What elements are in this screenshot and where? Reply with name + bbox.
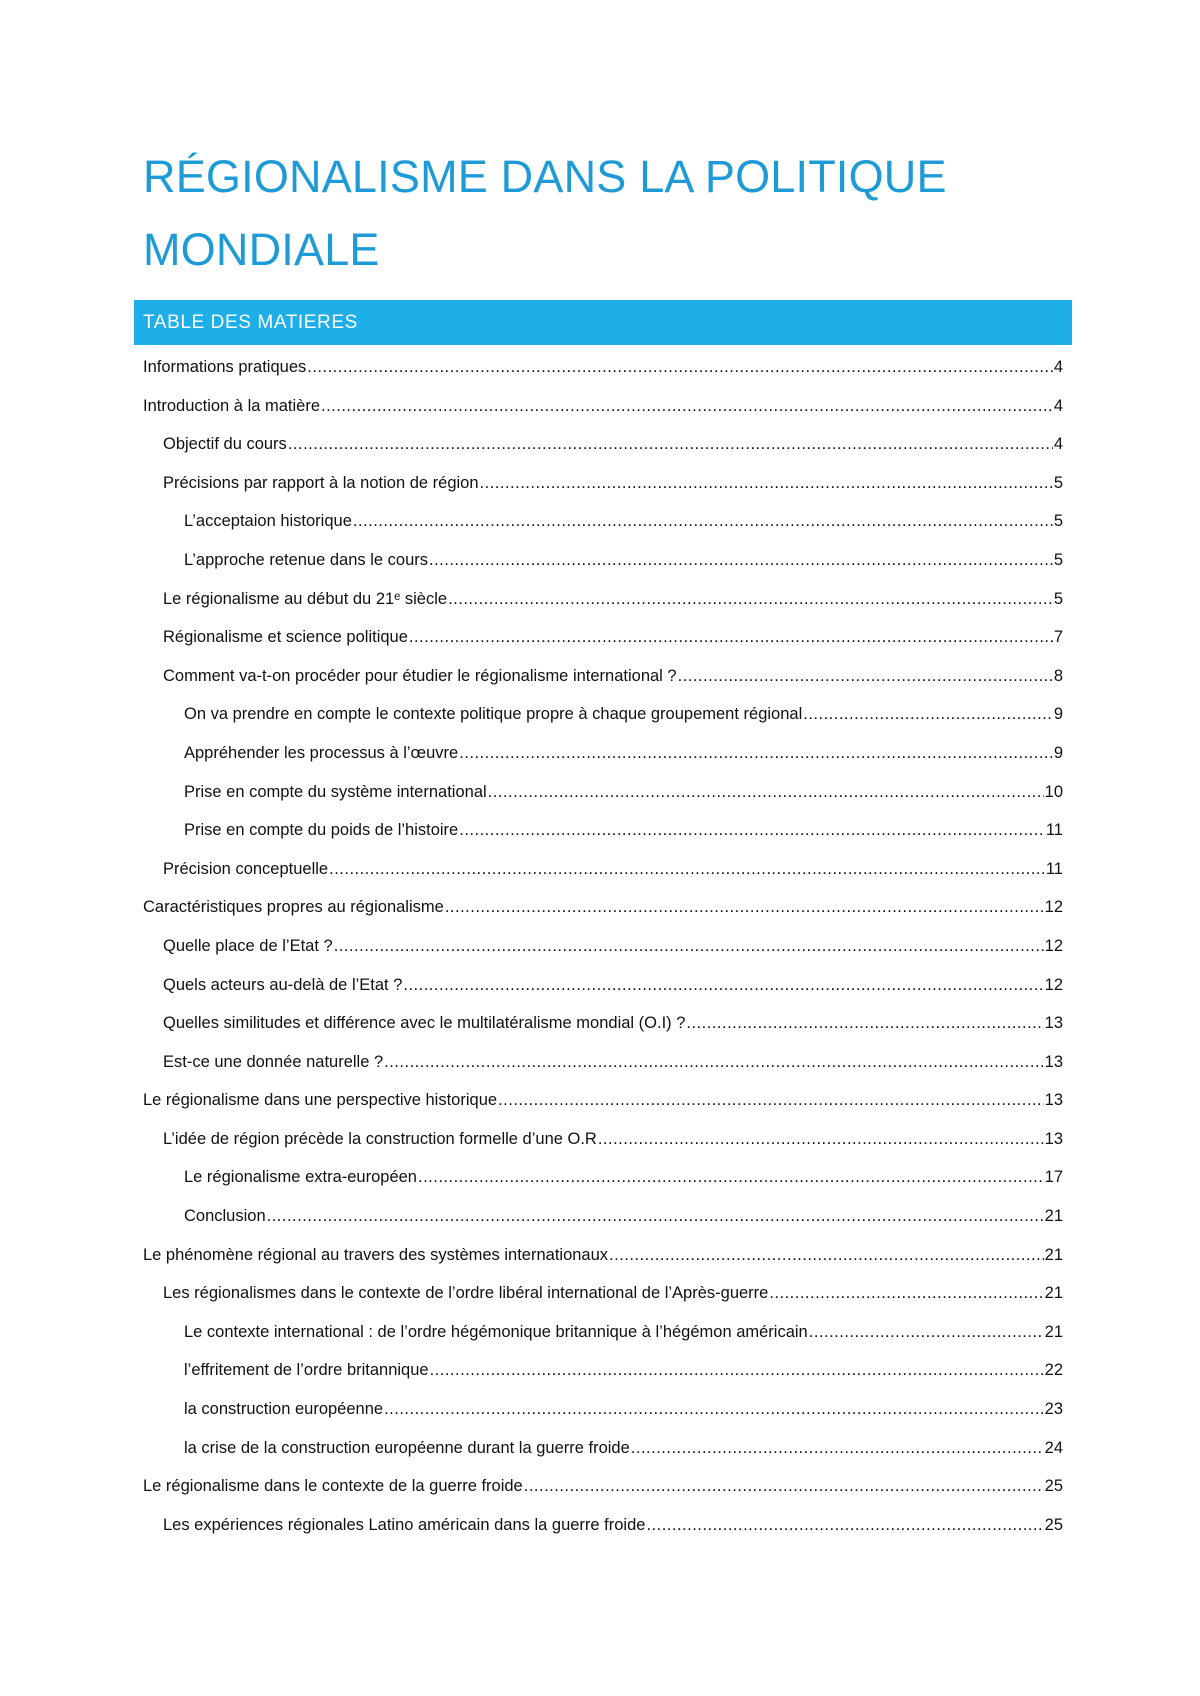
toc-dot-leader xyxy=(609,1236,1044,1275)
toc-entry[interactable] xyxy=(143,425,1063,464)
toc-dot-leader xyxy=(384,1043,1043,1082)
toc-entry[interactable] xyxy=(143,1274,1063,1313)
toc-entry[interactable] xyxy=(143,966,1063,1005)
toc-entry-label[interactable]: Conclusion xyxy=(184,1207,266,1226)
toc-entry-page-number[interactable]: 5 xyxy=(1053,512,1063,531)
document-title-line-2: MONDIALE xyxy=(143,224,380,275)
toc-dot-leader xyxy=(769,1274,1043,1313)
toc-entry-label[interactable]: Précision conceptuelle xyxy=(163,859,329,878)
toc-entry-label[interactable]: Appréhender les processus à l’œuvre xyxy=(184,743,459,762)
toc-entry-label[interactable]: Prise en compte du système international xyxy=(184,782,487,801)
toc-dot-leader xyxy=(809,1313,1044,1352)
toc-dot-leader xyxy=(524,1467,1044,1506)
toc-entry-label[interactable]: Les régionalismes dans le contexte de l’ordre libéral international de l’Après-guerre xyxy=(163,1284,769,1303)
toc-entry[interactable] xyxy=(143,1467,1063,1506)
toc-dot-leader xyxy=(678,657,1053,696)
toc-entry[interactable] xyxy=(143,1197,1063,1236)
toc-entry-label[interactable]: L’acceptaion historique xyxy=(184,512,352,531)
toc-entry-label[interactable]: Objectif du cours xyxy=(163,435,287,454)
toc-heading-bar xyxy=(134,300,1072,345)
toc-entry[interactable] xyxy=(143,618,1063,657)
toc-entry[interactable] xyxy=(143,1236,1063,1275)
toc-entry[interactable] xyxy=(143,1158,1063,1197)
toc-entry-page-number[interactable]: 9 xyxy=(1053,705,1063,724)
toc-entry[interactable] xyxy=(143,502,1063,541)
toc-entry-page-number[interactable]: 25 xyxy=(1044,1477,1063,1496)
toc-dot-leader xyxy=(430,1351,1044,1390)
toc-dot-leader xyxy=(459,734,1053,773)
toc-entry[interactable] xyxy=(143,580,1063,619)
toc-entry-label[interactable]: L’approche retenue dans le cours xyxy=(184,550,429,569)
toc-entry-page-number[interactable]: 12 xyxy=(1044,898,1063,917)
toc-entry[interactable] xyxy=(143,387,1063,426)
toc-dot-leader xyxy=(429,541,1053,580)
toc-entry[interactable] xyxy=(143,773,1063,812)
toc-dot-leader xyxy=(321,387,1053,426)
toc-entry-label[interactable]: Comment va-t-on procéder pour étudier le régionalisme international ? xyxy=(163,666,677,685)
toc-entry-page-number[interactable]: 13 xyxy=(1044,1052,1063,1071)
toc-dot-leader xyxy=(448,580,1053,619)
toc-entry-label[interactable]: Le régionalisme au début du 21ᵉ siècle xyxy=(163,589,448,608)
toc-entry-label[interactable]: Le régionalisme extra-européen xyxy=(184,1168,417,1187)
toc-entry[interactable] xyxy=(143,1043,1063,1082)
toc-dot-leader xyxy=(403,966,1043,1005)
toc-entry-label[interactable]: Prise en compte du poids de l’histoire xyxy=(184,821,459,840)
toc-entry-page-number[interactable]: 5 xyxy=(1053,589,1063,608)
toc-entry-label[interactable]: Les expériences régionales Latino américain dans la guerre froide xyxy=(163,1515,646,1534)
toc-entry-label[interactable]: la crise de la construction européenne durant la guerre froide xyxy=(184,1438,630,1457)
toc-entry-page-number[interactable]: 4 xyxy=(1053,396,1063,415)
toc-entry-page-number[interactable]: 21 xyxy=(1044,1207,1063,1226)
toc-entry[interactable] xyxy=(143,695,1063,734)
toc-entry-label[interactable]: Le régionalisme dans une perspective historique xyxy=(143,1091,498,1110)
toc-entry-page-number[interactable]: 22 xyxy=(1044,1361,1063,1380)
toc-entry-page-number[interactable]: 12 xyxy=(1044,975,1063,994)
toc-dot-leader xyxy=(498,1081,1044,1120)
toc-entry-label[interactable]: Quels acteurs au-delà de l’Etat ? xyxy=(163,975,403,994)
toc-dot-leader xyxy=(646,1506,1043,1545)
toc-entry-page-number[interactable]: 21 xyxy=(1044,1322,1063,1341)
toc-entry-page-number[interactable]: 10 xyxy=(1044,782,1063,801)
toc-entry-label[interactable]: On va prendre en compte le contexte politique propre à chaque groupement régional xyxy=(184,705,803,724)
toc-entry-label[interactable]: Introduction à la matière xyxy=(143,396,321,415)
toc-entry[interactable] xyxy=(143,1429,1063,1468)
toc-entry-page-number[interactable]: 25 xyxy=(1044,1515,1063,1534)
toc-entry[interactable] xyxy=(143,850,1063,889)
toc-entry-page-number[interactable]: 17 xyxy=(1044,1168,1063,1187)
toc-entry-page-number[interactable]: 5 xyxy=(1053,473,1063,492)
toc-entry-label[interactable]: Est-ce une donnée naturelle ? xyxy=(163,1052,384,1071)
toc-entry-page-number[interactable]: 23 xyxy=(1044,1400,1063,1419)
toc-entry-page-number[interactable]: 7 xyxy=(1053,628,1063,647)
toc-entry[interactable] xyxy=(143,464,1063,503)
toc-heading: TABLE DES MATIERES xyxy=(143,311,358,333)
toc-dot-leader xyxy=(459,811,1045,850)
toc-dot-leader xyxy=(803,695,1053,734)
toc-entry-page-number[interactable]: 13 xyxy=(1044,1014,1063,1033)
toc-entry[interactable] xyxy=(143,541,1063,580)
toc-dot-leader xyxy=(631,1429,1044,1468)
toc-entry[interactable] xyxy=(143,927,1063,966)
toc-entry[interactable] xyxy=(143,811,1063,850)
toc-dot-leader xyxy=(267,1197,1044,1236)
toc-entry-page-number[interactable]: 11 xyxy=(1045,821,1063,840)
toc-entry-label[interactable]: la construction européenne xyxy=(184,1400,384,1419)
toc-dot-leader xyxy=(384,1390,1044,1429)
toc-entry-label[interactable]: Le contexte international : de l’ordre hégémonique britannique à l’hégémon américain xyxy=(184,1322,808,1341)
toc-entry[interactable] xyxy=(143,1390,1063,1429)
toc-entry-page-number[interactable]: 21 xyxy=(1044,1245,1063,1264)
toc-entry[interactable] xyxy=(143,657,1063,696)
toc-entry-label[interactable]: Quelles similitudes et différence avec le multilatéralisme mondial (O.I) ? xyxy=(163,1014,686,1033)
toc-entry-page-number[interactable]: 13 xyxy=(1044,1091,1063,1110)
toc-dot-leader xyxy=(288,425,1053,464)
toc-entry-label[interactable]: Caractéristiques propres au régionalisme xyxy=(143,898,444,917)
toc-dot-leader xyxy=(445,888,1044,927)
toc-entry-label[interactable]: L’idée de région précède la construction formelle d’une O.R xyxy=(163,1129,597,1148)
toc-list xyxy=(143,348,1063,1544)
toc-entry-page-number[interactable]: 24 xyxy=(1044,1438,1063,1457)
document-title xyxy=(143,140,1083,286)
toc-entry[interactable] xyxy=(143,348,1063,387)
toc-entry-page-number[interactable]: 8 xyxy=(1053,666,1063,685)
toc-dot-leader xyxy=(353,502,1053,541)
toc-dot-leader xyxy=(480,464,1053,503)
toc-entry[interactable] xyxy=(143,1120,1063,1159)
toc-entry-page-number[interactable]: 11 xyxy=(1045,859,1063,878)
toc-entry-page-number[interactable]: 5 xyxy=(1053,550,1063,569)
toc-entry-label[interactable]: Quelle place de l’Etat ? xyxy=(163,936,333,955)
toc-entry-label[interactable]: Informations pratiques xyxy=(143,358,307,376)
toc-entry-label[interactable]: Le régionalisme dans le contexte de la guerre froide xyxy=(143,1477,523,1496)
toc-entry-label[interactable]: Le phénomène régional au travers des systèmes internationaux xyxy=(143,1245,609,1264)
toc-dot-leader xyxy=(686,1004,1043,1043)
toc-entry-page-number[interactable]: 4 xyxy=(1053,358,1063,376)
toc-entry[interactable] xyxy=(143,734,1063,773)
toc-entry[interactable] xyxy=(143,888,1063,927)
toc-entry-label[interactable]: Précisions par rapport à la notion de région xyxy=(163,473,479,492)
toc-entry-label[interactable]: l’effritement de l’ordre britannique xyxy=(184,1361,429,1380)
toc-entry[interactable] xyxy=(143,1351,1063,1390)
toc-entry-page-number[interactable]: 21 xyxy=(1044,1284,1063,1303)
toc-dot-leader xyxy=(598,1120,1044,1159)
toc-dot-leader xyxy=(334,927,1044,966)
toc-dot-leader xyxy=(409,618,1053,657)
toc-dot-leader xyxy=(307,348,1053,387)
toc-entry-label[interactable]: Régionalisme et science politique xyxy=(163,628,408,647)
document-title-line-1: RÉGIONALISME DANS LA POLITIQUE xyxy=(143,151,947,202)
toc-entry-page-number[interactable]: 4 xyxy=(1053,435,1063,454)
toc-dot-leader xyxy=(329,850,1045,889)
toc-entry[interactable] xyxy=(143,1313,1063,1352)
toc-entry-page-number[interactable]: 9 xyxy=(1053,743,1063,762)
toc-entry[interactable] xyxy=(143,1081,1063,1120)
toc-dot-leader xyxy=(418,1158,1044,1197)
toc-entry[interactable] xyxy=(143,1004,1063,1043)
toc-entry[interactable] xyxy=(143,1506,1063,1545)
toc-entry-page-number[interactable]: 12 xyxy=(1044,936,1063,955)
toc-dot-leader xyxy=(488,773,1044,812)
toc-entry-page-number[interactable]: 13 xyxy=(1044,1129,1063,1148)
